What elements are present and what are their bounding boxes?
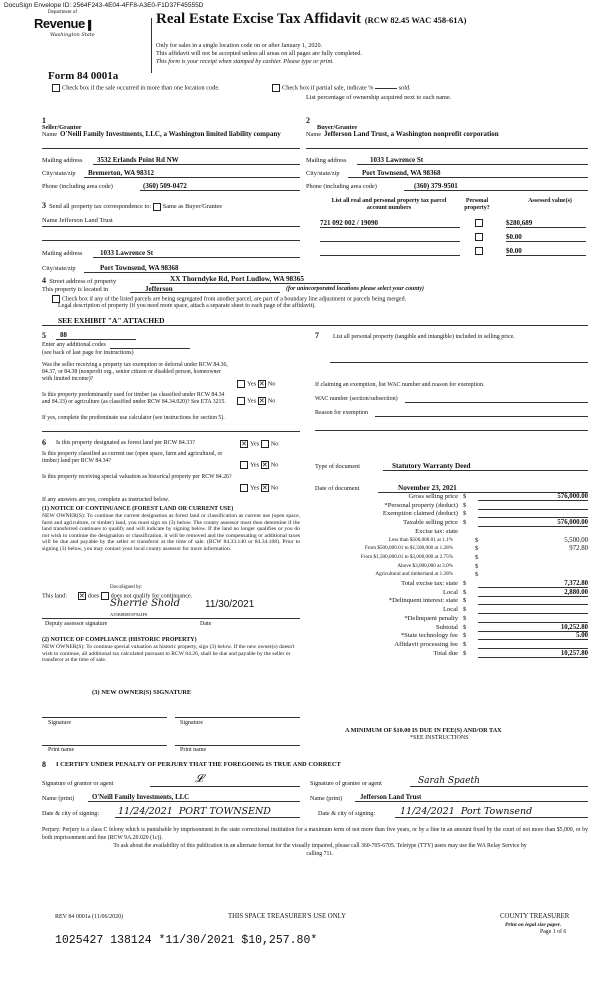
receipt-stamp: 1025427 138124 *11/30/2021 $10,257.80* [55,934,318,947]
buyer-phone[interactable]: (360) 379-9501 [414,182,458,190]
seller-name-label: Name [42,131,58,138]
grantee-signature[interactable]: Sarah Spaeth [418,776,480,786]
agency-dept: Department of [48,10,78,15]
assessed-value[interactable]: $0.00 [506,233,586,242]
tax-label: Local [442,588,458,596]
tax-value[interactable]: 10,252.80 [478,624,588,632]
dollar-sign: $ [463,640,467,648]
tax-row [305,606,588,614]
form-title-ref: (RCW 82.45 WAC 458-61A) [364,15,467,25]
min-due-note: A MINIMUM OF $10.00 IS DUE IN FEE(S) AND/OR TAX [345,727,502,734]
dollar-sign: $ [463,614,467,622]
corr-city-label: City/state/zip [42,265,76,272]
s6-num: 6 [42,438,46,447]
dollar-sign: $ [463,519,467,527]
envelope-id: DocuSign Envelope ID: 2564F243-4E04-4FF8-A3E0-F1D37F45555D [4,2,204,9]
tax-label: Above $3,000,000 at 3.0% [397,562,453,569]
agency-logo: Revenue▐ [34,16,91,31]
grantor-signature[interactable]: 𝓛 [195,772,203,785]
seller-name[interactable]: O'Neill Family Investments, LLC, a Washington limited liability company [60,130,281,138]
tax-row [305,650,588,658]
tax-label: Affidavit processing fee [394,640,458,648]
seller-phone-label: Phone (including area code) [42,183,113,190]
assessor-date-label: Date [200,621,212,627]
seller-head: Seller/Grantor [42,124,82,131]
tax-label: Gross selling price [408,493,458,500]
s8-certify: I CERTIFY UNDER PENALTY OF PERJURY THAT THE FOREGOING IS TRUE AND CORRECT [56,761,341,768]
personal-checkbox[interactable] [475,219,483,227]
dollar-sign: $ [463,510,467,518]
owner-print-label-1: Print name [48,747,75,753]
tax-label: *Personal property (deduct) [384,501,458,509]
assessor-sig-label: Deputy assessor signature [45,621,108,627]
rev-number: REV 84 0001a (11/06/2020) [55,914,124,920]
perjury-text: Perjury: Perjury is a class C felony which is punishable by imprisonment in the state correctional institution for a maximum term of not more than five years, or by a fine in an amount fixed by the court of not more than $5,000, or by both imprisonment and fine (RCW 9A.20.020 (1c)). [42,827,588,841]
buyer-mail[interactable]: 1033 Lawrence St [370,156,424,164]
tax-label: From $500,000.01 to $1,500,000 at 1.28% [364,545,453,552]
street-address[interactable]: XX Thorndyke Rd, Port Ludlow, WA 98365 [170,275,304,283]
personal-header: Personal property? [464,198,490,211]
tax-label: Taxable selling price [403,519,458,527]
dollar-sign: $ [463,606,467,614]
dollar-sign: $ [463,501,467,509]
tax-label: From $1,500,000.01 to $3,000,000 at 2.75% [360,553,453,560]
does-not-checkbox[interactable] [101,592,109,600]
tax-value[interactable] [478,597,588,605]
grantor-name[interactable]: O'Neill Family Investments, LLC [92,794,190,801]
tax-label: *Delinquent interest: state [388,597,458,605]
s7-text: List all personal property (tangible and intangible) included in selling price. [333,334,515,340]
tax-value[interactable] [478,641,588,649]
partial-note: List percentage of ownership acquired next to each name. [306,94,452,101]
location-label: This property is located in [42,286,109,293]
multi-location-check[interactable]: Check box if the sale occurred in more than one location code. [52,84,220,92]
tax-value[interactable]: 972.80 [569,545,588,553]
tax-row [305,545,588,553]
assessed-value[interactable]: $280,689 [506,219,586,228]
s5-q2-answer[interactable]: Yes ✕ No [237,397,275,405]
street-row: 4 Street address of property [42,276,117,285]
location-note: (for unincorporated locations please select your county) [286,286,424,292]
tax-value[interactable] [478,502,588,510]
personal-checkbox[interactable] [475,247,483,255]
tax-value[interactable]: 2,880.00 [478,589,588,597]
grantee-date-city[interactable]: 11/24/2021 Port Townsend [400,806,533,817]
s6-p1: NEW OWNER(S): To continue the current designation as forest land or classification as current use (open space, farm and agriculture, or timber) land, you must sign on (3) below. The county assessor must then determine if the land transferred continues to qualify and will indicate by signing below. If the land no longer qualifies or you do not wish to continue the designation or classification, it will be removed and the compensating or additional taxes will be due and payable by the seller or transferor at the time of sale. (RCW 84.33.140 or 84.34.108). Prior to signing (3) below, you may contact your local county assessor for more information. [42,513,300,552]
tax-label: Exemption claimed (deduct) [382,510,458,518]
dollar-sign: $ [475,562,479,570]
dollar-sign: $ [475,536,479,544]
tax-value[interactable]: 5.00 [478,632,588,640]
tax-value[interactable] [478,606,588,614]
checkbox[interactable] [52,84,60,92]
s6-p2: NEW OWNER(S): To continue special valuation as historic property, sign (3) below. If the new owner(s) doesn't wish to continue, all additional tax calculated pursuant to RCW 84.26, shall be due and payable by the seller or transferor at the time of sale. [42,644,295,664]
s6-q1-answer[interactable]: ✕ Yes No [240,440,278,448]
tax-row [305,597,588,605]
grantor-date-city[interactable]: 11/24/2021 PORT TOWNSEND [118,806,271,817]
correspondence-name[interactable]: Name Jefferson Land Trust [42,217,113,224]
grantor-sig-label: Signature of grantor or agent [42,780,114,787]
form-notes [156,42,362,66]
tax-row [305,519,588,527]
checkbox[interactable] [272,84,280,92]
owner-sig-label-1: Signature [48,720,71,726]
doc-date-label: Date of document [315,485,360,492]
doc-type[interactable]: Statutory Warranty Deed [392,462,471,470]
tax-row [305,641,588,649]
s5-q2: Is this property predominantly used for timber (as classified under RCW 84.34 and 84.33) or agriculture (as classified under RCW 84.34.020)? See ETA 3215. [42,392,226,405]
correspondence-row: 3 Send all property tax correspondence to: Same as Buyer/Grantee [42,201,223,210]
buyer-num: 2 [306,116,310,125]
grantee-date-label: Date & city of signing: [318,810,376,817]
tax-row [305,580,588,588]
assessed-value[interactable]: $0.00 [506,247,586,256]
s5-code[interactable]: 88 [60,331,67,339]
tax-value[interactable] [478,615,588,623]
dollar-sign: $ [463,597,467,605]
corr-city[interactable]: Port Townsend, WA 98368 [100,264,179,272]
parcel-number[interactable] [320,233,460,242]
agency-name: Revenue [34,16,85,31]
tax-row [305,493,588,501]
note-1: Only for sales in a single location code on or after January 1, 2020. [156,42,323,49]
tax-label: *State technology fee [400,632,458,640]
seller-city[interactable]: Bremerton, WA 98312 [88,169,155,177]
tax-row [305,537,588,545]
s7-num: 7 [315,331,319,340]
s6-q3-answer[interactable]: Yes ✕ No [240,484,278,492]
assessed-header: Assessed value(s) [528,198,572,204]
s5-q3: If yes, complete the predominate use calculator (see instructions for section 5). [42,415,225,421]
tax-value[interactable]: 7,372.80 [478,580,588,588]
grantee-sig-label: Signature of grantee or agent [310,780,382,787]
parcel-number[interactable] [320,247,460,256]
s5-num: 5 [42,331,46,340]
s7-exempt: If claiming an exemption, list WAC number and reason for exemption. [315,382,485,388]
tax-row [305,563,588,571]
tax-row [305,624,588,632]
alt-format-text: To ask about the availability of this publication in an alternate format for the visually impaired, please call 360-705-6705. Teletype (TTY) users may use the WA Relay Service by calling 711. [113,843,527,857]
dollar-sign: $ [463,580,467,587]
page-number: Page 1 of 6 [540,929,567,935]
doc-date[interactable]: November 23, 2021 [398,484,457,492]
dollar-sign: $ [475,571,479,579]
does-checkbox[interactable] [78,592,86,600]
seller-city-label: City/state/zip [42,170,76,177]
assessor-signature[interactable]: Sherrie Shold [110,598,180,609]
tax-label: Agricultural and timberland at 1.28% [375,571,453,578]
seller-mail-label: Mailing address [42,157,83,164]
checkbox[interactable] [52,295,60,303]
tax-row [305,510,588,518]
s5-q1-answer[interactable]: Yes ✕ No [237,380,275,388]
buyer-city[interactable]: Port Townsend, WA 98368 [362,169,441,177]
seller-mail[interactable]: 3532 Erlands Point Rd NW [97,156,179,164]
parcel-number[interactable]: 721 092 002 / 19090 [320,219,460,228]
corr-mail-label: Mailing address [42,250,83,257]
legal-desc-label: Legal description of property (if you need more space, attach a separate sheet to each page of the affidavit). [58,303,316,309]
tax-value[interactable] [498,554,588,561]
grantee-name[interactable]: Jefferson Land Trust [360,794,422,801]
exhibit-text[interactable]: SEE EXHIBIT "A" ATTACHED [58,316,165,325]
location-county[interactable]: Jefferson [145,285,173,293]
buyer-head: Buyer/Grantee [317,124,358,131]
personal-checkbox[interactable] [475,233,483,241]
seller-num: 1 [42,116,46,125]
see-instructions: *SEE INSTRUCTIONS [410,735,469,741]
tax-label: Local [442,606,458,614]
dollar-sign: $ [463,649,467,657]
tax-value[interactable]: 576,000.00 [478,493,588,501]
s6-q2: Is this property classified as current use (open space, farm and agricultural, or timber) land per RCW 84.34? [42,451,223,464]
s6-q1: Is this property designated as forest land per RCW 84.33? [56,440,195,446]
form-number: Form 84 0001a [48,70,119,82]
tax-value[interactable]: 576,000.00 [478,519,588,527]
buyer-name-label: Name [306,131,322,138]
grantor-date-label: Date & city of signing: [42,810,100,817]
assessor-date[interactable]: 11/30/2021 [205,599,255,610]
treasurer-space: THIS SPACE TREASURER'S USE ONLY [228,913,347,920]
s8-num: 8 [42,760,46,769]
buyer-name[interactable]: Jefferson Land Trust, a Washington nonprofit corporation [324,130,499,138]
s5-add-codes-note: (see back of last page for instructions) [42,350,134,356]
note-3: This form is your receipt when stamped by cashier. Please type or print. [156,58,334,65]
tax-value[interactable]: 10,257.80 [478,650,588,658]
county-treasurer: COUNTY TREASURER [500,913,570,920]
note-2: This affidavit will not be accepted unless all areas on all pages are fully completed. [156,50,362,57]
same-as-buyer-checkbox[interactable] [153,203,161,211]
tax-value[interactable]: 5,500.00 [564,536,588,544]
s6-h2: (2) NOTICE OF COMPLIANCE (HISTORIC PROPERTY) [42,637,197,643]
tax-row [305,528,588,536]
dollar-sign: $ [463,632,467,640]
doc-type-label: Type of document [315,463,360,470]
owner-print-label-2: Print name [180,747,207,753]
legal-paper-note: Print on legal size paper. [505,922,562,928]
dollar-sign: $ [463,623,467,631]
s5-q1: Was the seller receiving a property tax exemption or deferral under RCW 84.36, 84.37, or 84.38 (nonprofit org., senior citizen or disabled person, homeowner with limited income)? [42,362,228,382]
dollar-sign: $ [463,588,467,596]
buyer-mail-label: Mailing address [306,157,347,164]
agency-state: Washington State [50,32,95,38]
tax-label: *Delinquent penalty [404,614,458,622]
s6-h3: (3) NEW OWNER(S) SIGNATURE [92,689,192,696]
s6-land-row: This land: ✕ does does not qualify for continuance. [42,592,192,600]
s7-reason: Reason for exemption [315,410,368,416]
form-title: Real Estate Excise Tax Affidavit (RCW 82.45 WAC 458-61A) [156,11,467,27]
seller-phone[interactable]: (360) 509-0472 [143,182,187,190]
docusigned-label: DocuSigned by: [110,585,143,590]
grantee-name-label: Name (print) [310,795,343,802]
tax-value[interactable] [498,571,588,578]
s5-add-codes: Enter any additional codes [42,342,106,348]
dollar-sign: $ [475,545,479,553]
tax-label: Subtotal [436,623,458,631]
tax-label: Total due [433,649,458,657]
tax-row [305,589,588,597]
tax-row [305,615,588,623]
tax-row [305,571,588,579]
segregation-check[interactable]: Check box if any of the listed parcels are being segregated from another parcel, are part of a boundary line adjustment or parcels being merged. [52,295,592,303]
s7-wac: WAC number (section/subsection) [315,396,398,402]
tax-label: Total excise tax: state [401,580,458,587]
tax-row [305,502,588,510]
s6-q2-answer[interactable]: Yes ✕ No [240,461,278,469]
buyer-phone-label: Phone (including area code) [306,183,377,190]
partial-sale-check[interactable]: Check box if partial sale, indicate % sold. [272,84,411,92]
s6-q4: If any answers are yes, complete as instructed below. [42,497,170,503]
owner-sig-label-2: Signature [180,720,203,726]
tax-value[interactable] [478,510,588,518]
corr-mail[interactable]: 1033 Lawrence St [100,249,154,257]
dollar-sign: $ [475,553,479,561]
tax-label: Less than $500,000.01 at 1.1% [388,536,453,543]
parcel-header: List all real and personal property tax parcel account numbers [331,198,447,211]
tax-label: Excise tax: state [415,527,458,535]
tax-row [305,554,588,562]
dollar-sign: $ [463,493,467,500]
s6-q3: Is this property receiving special valuation as historical property per RCW 84.26? [42,474,232,480]
grantor-name-label: Name (print) [42,795,75,802]
tax-row [305,632,588,640]
signature-id: A55B8B8E5F924F8 [110,612,148,617]
buyer-city-label: City/state/zip [306,170,340,177]
tax-value[interactable] [498,563,588,570]
s6-h1: (1) NOTICE OF CONTINUANCE (FOREST LAND OR CURRENT USE) [42,506,234,512]
